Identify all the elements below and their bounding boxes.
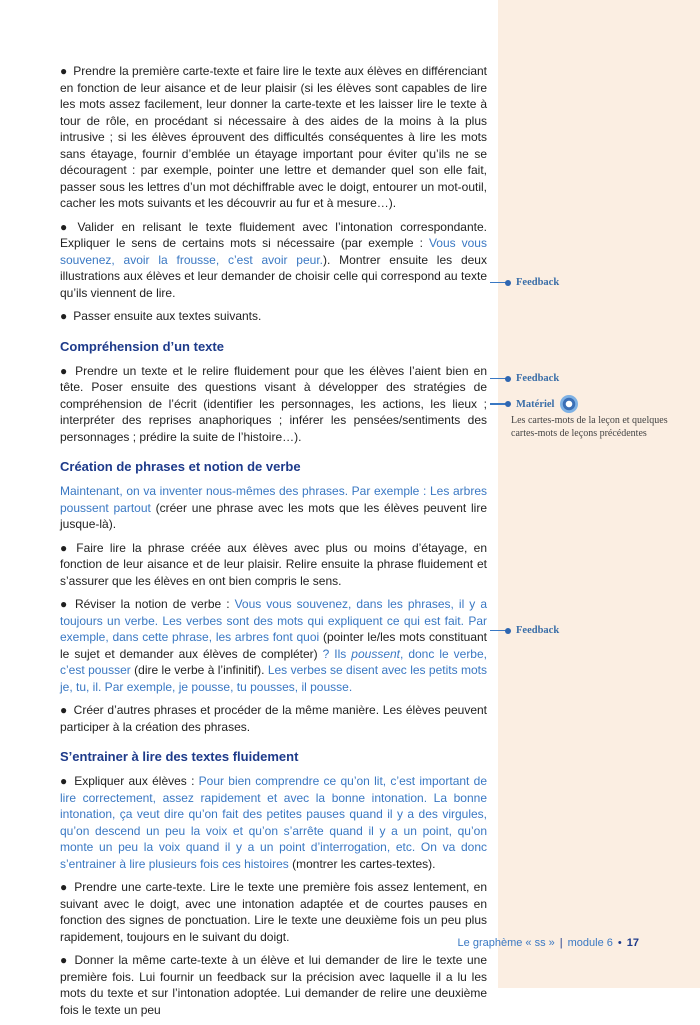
- paragraph-5: [60, 483, 487, 533]
- paragraph-3: [60, 308, 487, 325]
- paragraph-text: Valider en relisant le texte fluidement avec l’intonation correspondante. Expliquer le sens de certains mots si nécessaire (par exemple :: [60, 219, 487, 250]
- bullet: ●: [60, 540, 71, 555]
- materiel-description: Les cartes-mots de la leçon et quelques cartes-mots de leçons précédentes: [511, 415, 668, 439]
- materiel-label: Matériel: [516, 398, 555, 410]
- paragraph-10: [60, 879, 487, 945]
- page-footer: [458, 937, 639, 949]
- paragraph-6: [60, 540, 487, 590]
- paragraph-4: [60, 363, 487, 446]
- paragraph-text: Réviser la notion de verbe :: [74, 597, 235, 611]
- teacher-speech: , donc le verbe, c’est pousser: [60, 646, 487, 677]
- connector-dot: [505, 376, 511, 382]
- heading-creation: Création de phrases et notion de verbe: [60, 459, 301, 474]
- feedback-label: Feedback: [516, 625, 560, 636]
- sidebar-feedback-3: [490, 625, 690, 636]
- paragraph-text: Donner la même carte-texte à un élève et lui demander de lire le texte une première fois. Lui fournir un feedback sur la précision avec laquelle il a lu les mots du texte et sur l’intonation adoptée. Lui demander de relire une deuxième fois le texte un peu: [60, 953, 488, 1017]
- bullet: ●: [60, 64, 68, 78]
- paragraph-text: ). Montrer ensuite les deux illustrations aux élèves et leur demander de choisir celle qui correspond au texte qu’ils viennent de lire.: [60, 252, 487, 300]
- paragraph-text: (pointer le/les mots constituant le sujet et demander aux élèves de compléter): [60, 630, 487, 661]
- connector-line: [490, 378, 508, 380]
- paragraph-2: [60, 219, 487, 302]
- footer-dot: •: [617, 937, 622, 949]
- heading-fluence: S’entrainer à lire des textes fluidement: [60, 749, 299, 764]
- connector-line: [490, 403, 508, 405]
- paragraph-text: Faire lire la phrase créée aux élèves avec plus ou moins d’étayage, en fonction de leur aisance et de leur plaisir. Relire ensuite la phrase fluidement et s’assurer que les élèves en ont bien compris le sens.: [60, 540, 487, 588]
- paragraph-text: Créer d’autres phrases et procéder de la même manière. Les élèves peuvent participer à la création des phrases.: [60, 703, 487, 734]
- connector-dot: [505, 628, 511, 634]
- teacher-speech-italic: poussent: [351, 646, 400, 661]
- connector-dot: [505, 280, 511, 286]
- margin-band: [498, 0, 700, 988]
- connector-line: [490, 630, 508, 632]
- heading-comprehension: Compréhension d’un texte: [60, 338, 224, 354]
- teacher-speech: Les verbes se disent avec les petits mots je, tu, il. Par exemple, je pousse, tu pousses, il pousse.: [60, 663, 487, 694]
- bullet: ●: [60, 953, 69, 967]
- footer-module: module 6: [567, 937, 613, 949]
- connector-dot: [505, 401, 511, 407]
- paragraph-text: (créer une phrase avec les mots que les élèves peuvent lire jusque-là).: [60, 500, 487, 531]
- teacher-speech: Vous vous souvenez, avoir la frousse, c’est avoir peur.: [60, 236, 487, 267]
- paragraph-text: (dire le verbe à l’infinitif).: [130, 663, 268, 677]
- bullet: ●: [60, 703, 68, 717]
- paragraph-text: Passer ensuite aux textes suivants.: [73, 309, 262, 323]
- feedback-label: Feedback: [516, 373, 560, 384]
- paragraph-text: Prendre la première carte-texte et faire lire le texte aux élèves en différenciant en fonction de leur aisance et de leur plaisir (si les élèves sont capables de lire les mots assez facilement, leur donner la carte-texte et les laisser lire le texte à tour de rôle, en procédant si nécessaire à des aides de la moins à la plus intrusive ; si les élèves éprouvent des difficultés conséquentes à lire les mots sans étayage, fournir d’emblée un étayage important pour éviter qu’ils ne se découragent : par exemple, pointer une lettre et demander quel son elle fait, passer sous les lettres d’un mot déchiffrable avec le doigt, entourer un mot-outil, cacher les mots suivants et les découvrir au fur et à mesure…).: [60, 64, 487, 210]
- footer-title: Le graphème « ss »: [457, 937, 555, 949]
- sidebar-feedback-1: [490, 277, 690, 288]
- disc-icon: [560, 395, 578, 413]
- teacher-speech: Maintenant, on va inventer nous-mêmes des phrases. Par exemple : Les arbres poussent partout: [60, 484, 487, 515]
- paragraph-9: [60, 773, 487, 872]
- bullet: ●: [60, 880, 69, 894]
- bullet: ●: [60, 597, 69, 611]
- feedback-label: Feedback: [516, 277, 560, 288]
- paragraph-11: [60, 952, 487, 1018]
- paragraph-text: Expliquer aux élèves :: [74, 774, 199, 788]
- page-number: 17: [626, 937, 639, 949]
- paragraph-text: Prendre une carte-texte. Lire le texte une première fois assez lentement, en suivant avec le doigt, avec une intonation adaptée et de courtes pauses en fonction des signes de ponctuation. Lire le texte une deuxième fois un peu plus rapidement, toujours en le suivant du doigt.: [60, 880, 487, 944]
- paragraph-1: [60, 63, 487, 212]
- main-content: [60, 63, 487, 1025]
- teacher-speech: Pour bien comprendre ce qu’on lit, c’est important de lire correctement, assez rapidement et avec la bonne intonation. La bonne intonation, ça veut dire qu’on fait des petites pauses quand il y a des virgules, qu’on descend un peu la voix et qu’on s’arrête quand il y a un point, qu’on monte un peu la voix quand il y a un point d’interrogation, etc. On va donc s’entrainer à lire plusieurs fois ces histoires: [60, 774, 487, 871]
- sidebar-materiel: [490, 395, 690, 440]
- bullet: ●: [60, 774, 69, 788]
- connector-line: [490, 282, 508, 284]
- bullet: ●: [60, 219, 72, 234]
- bullet: ●: [60, 363, 70, 378]
- teacher-speech: ? Ils: [322, 646, 352, 661]
- footer-separator: |: [559, 937, 563, 949]
- paragraph-8: [60, 702, 487, 735]
- teacher-speech: Vous vous souvenez, dans les phrases, il y a toujours un verbe. Les verbes sont des mots qui expliquent ce qui est fait. Par exemple, dans cette phrase, les arbres font quoi: [60, 597, 487, 644]
- paragraph-text: Prendre un texte et le relire fluidement pour que les élèves l’aient bien en tête. Poser ensuite des questions visant à développer des stratégies de compréhension de l’écrit (identifier les personnages, les actions, les lieux ; interpréter des reprises anaphoriques ; inférer les pensées/sentiments des personnages ; prédire la suite de l’histoire…).: [60, 363, 487, 444]
- paragraph-text: (montrer les cartes-textes).: [288, 856, 436, 871]
- sidebar-feedback-2: [490, 373, 690, 384]
- paragraph-7: [60, 596, 487, 695]
- bullet: ●: [60, 309, 68, 323]
